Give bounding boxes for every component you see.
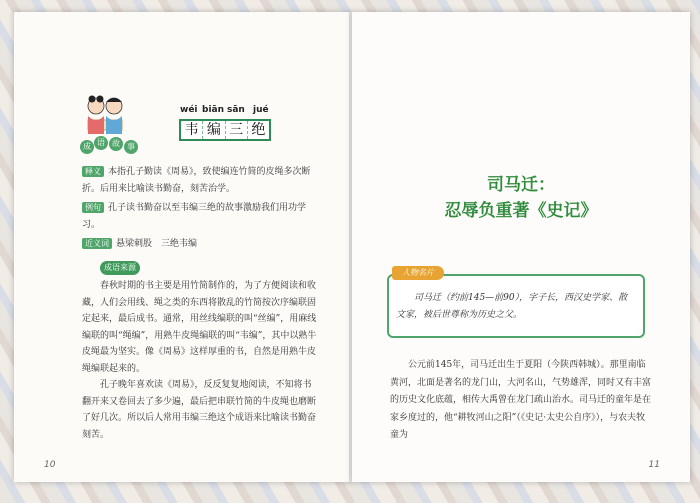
pinyin: jué: [253, 105, 269, 115]
seal-char: 成: [80, 140, 94, 154]
page-number: 10: [44, 460, 56, 470]
idiom-char: 编: [203, 121, 225, 139]
profile-text: 司马迁（约前145—前90），字子长，西汉史学家、散文家，被后世尊称为历史之父。: [396, 293, 628, 320]
example-text: 孔子读书勤奋以至韦编三绝的故事激励我们用功学习。: [82, 203, 307, 230]
synonym: [82, 236, 320, 253]
chapter-title-line1: 司马迁：: [487, 175, 555, 195]
body-paragraph: 公元前145年，司马迁出生于夏阳（今陕西韩城）。那里南临黄河，北面是著名的龙门山，大河名山，气势雄浑，同时又有丰富的历史文化底蕴，相传大禹曾在龙门疏山治水。司马迁的童年是在家乡度过的，他“耕牧河山之阳”（《史记·太史公自序》），与农夫牧童为: [390, 360, 652, 440]
pinyin: sān: [227, 105, 245, 115]
seal-char: 故: [109, 137, 123, 151]
synonym-tag: 近义词: [82, 238, 112, 249]
right-page: [352, 12, 690, 482]
left-page: [14, 12, 352, 482]
pinyin: wéi: [180, 105, 198, 115]
example: [82, 200, 320, 233]
idiom-char: 三: [226, 121, 248, 139]
seal-char: 事: [124, 140, 138, 154]
chapter-title-line2: 忍辱负重著《史记》: [444, 201, 598, 221]
story-paragraph-1: 春秋时期的书主要是用竹简制作的，为了方便阅读和收藏，人们会用线、绳之类的东西将散乱的竹简按次序编联固定起来，最后成书。通常，用丝线编联的叫“丝编”，用麻线编联的叫“绳编”，用熟牛皮绳编联的叫“韦编”，其中以熟牛皮绳最为坚实。像《周易》这样厚重的书，自然是用熟牛皮绳编联起来的。: [82, 281, 317, 374]
example-tag: 例句: [82, 202, 104, 213]
profile-tag: 人物名片: [392, 266, 444, 280]
explanation-text: 本指孔子勤读《周易》，致使编连竹简的皮绳多次断折。后用来比喻读书勤奋，刻苦治学。: [82, 167, 311, 194]
idiom-char: 韦: [181, 121, 203, 139]
story-paragraph-2: 孔子晚年喜欢读《周易》，反反复复地阅读，不知将书翻开来又卷回去了多少遍，最后把串联竹简的牛皮绳也磨断了好几次。所以后人常用韦编三绝这个成语来比喻读书勤奋刻苦。: [82, 380, 317, 440]
seal-char: 语: [94, 136, 108, 150]
idiom-box: [179, 119, 271, 141]
story-tag: 成语来源: [100, 261, 140, 275]
page-number: 11: [648, 460, 660, 470]
idiom-char: 绝: [251, 122, 266, 138]
pinyin: biān: [202, 105, 225, 115]
explanation-tag: 释义: [82, 166, 104, 177]
synonym-text: 悬梁刺股 三绝韦编: [116, 239, 198, 249]
explanation: [82, 164, 320, 197]
